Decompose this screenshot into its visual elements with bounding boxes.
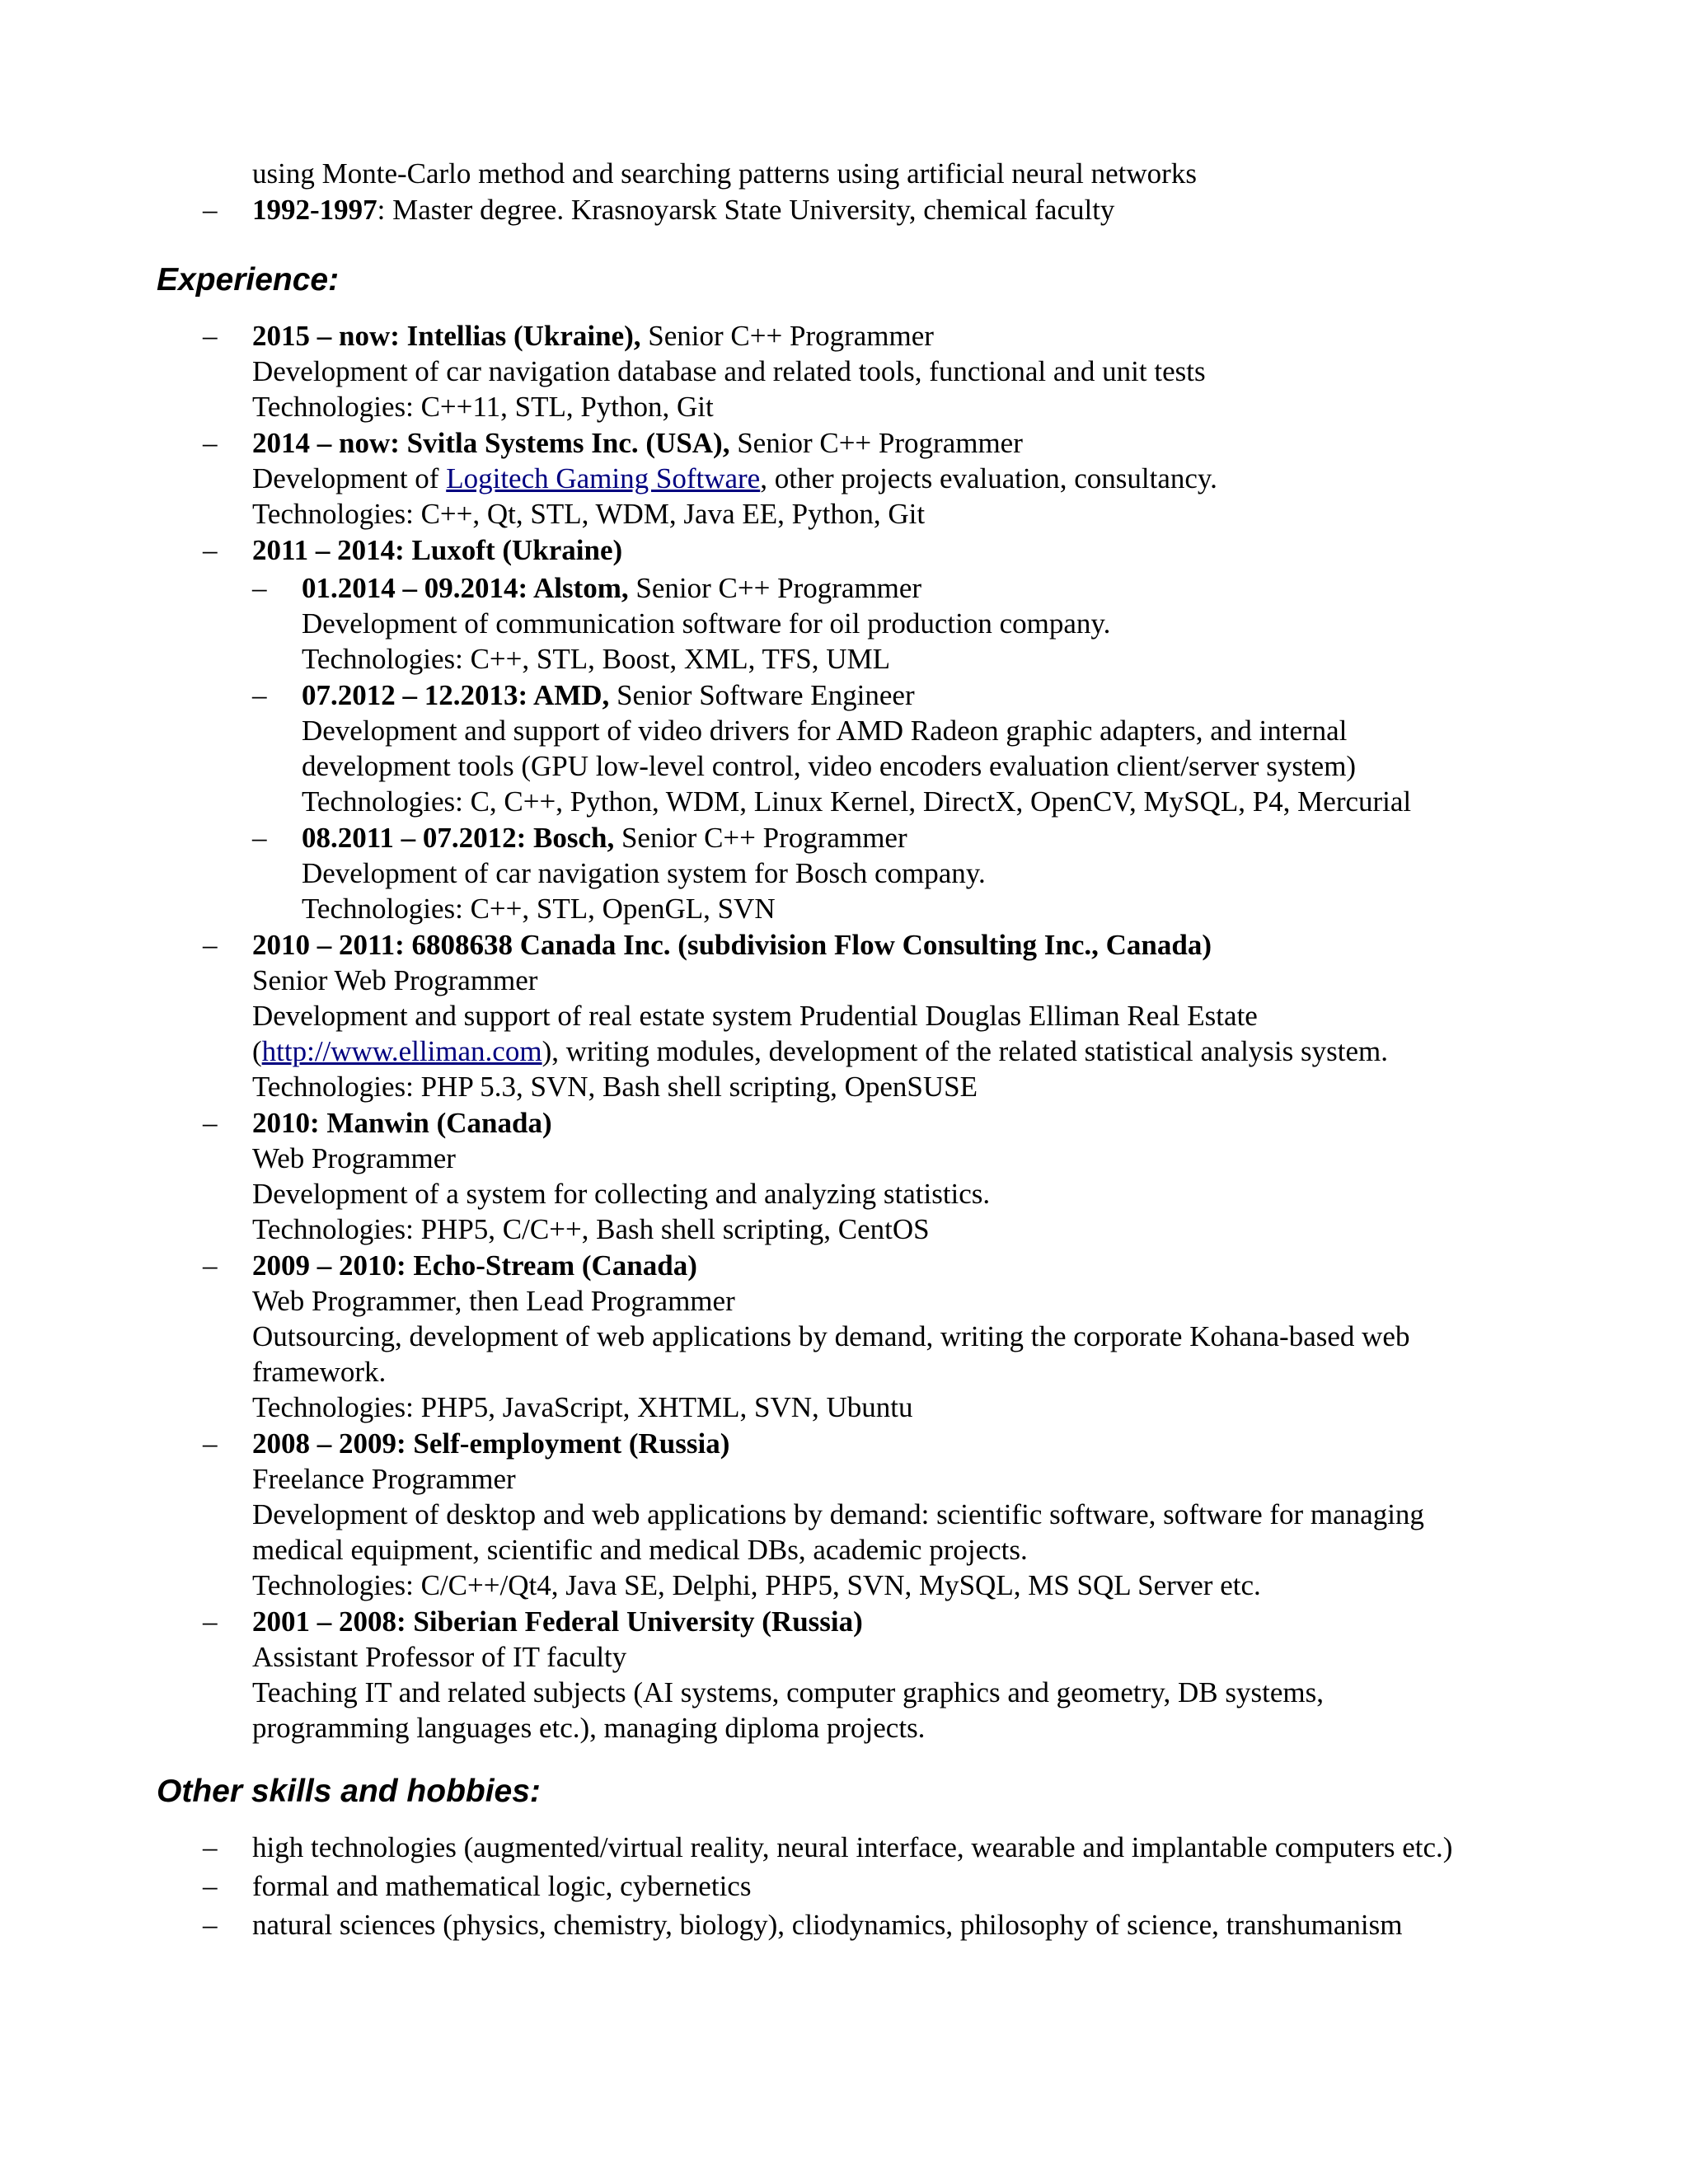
job-role-canada: Senior Web Programmer bbox=[252, 964, 538, 996]
bullet-dash: – bbox=[203, 1427, 218, 1460]
job-desc-sfu: Teaching IT and related subjects (AI systems, computer graphics and geometry, DB systems, bbox=[252, 1676, 1324, 1708]
job-desc-echostream: Outsourcing, development of web applications by demand, writing the corporate Kohana-based web bbox=[252, 1320, 1410, 1352]
education-date: 1992-1997 bbox=[252, 194, 377, 226]
job-tech-self: Technologies: C/C++/Qt4, Java SE, Delphi, PHP5, SVN, MySQL, MS SQL Server etc. bbox=[252, 1569, 1261, 1601]
job-tech-echostream: Technologies: PHP5, JavaScript, XHTML, SVN, Ubuntu bbox=[252, 1391, 913, 1423]
job-desc-manwin: Development of a system for collecting and analyzing statistics. bbox=[252, 1178, 991, 1210]
job-desc-intellias: Development of car navigation database and related tools, functional and unit tests bbox=[252, 355, 1206, 387]
skill-item: formal and mathematical logic, cybernetics bbox=[252, 1870, 752, 1902]
elliman-link[interactable]: http://www.elliman.com bbox=[261, 1035, 542, 1067]
skill-item: natural sciences (physics, chemistry, biology), cliodynamics, philosophy of science, transhumanism bbox=[252, 1909, 1403, 1941]
bullet-dash: – bbox=[203, 1831, 218, 1863]
job-desc-bosch: Development of car navigation system for Bosch company. bbox=[302, 857, 986, 889]
job-desc-amd-cont: development tools (GPU low-level control, video encoders evaluation client/server system) bbox=[302, 750, 1357, 782]
bullet-dash: – bbox=[203, 929, 218, 961]
job-desc-self-cont: medical equipment, scientific and medical DBs, academic projects. bbox=[252, 1534, 1028, 1566]
job-title-sfu: 2001 – 2008: Siberian Federal University (Russia) bbox=[252, 1605, 863, 1638]
job-title-svitla: 2014 – now: Svitla Systems Inc. (USA), Senior C++ Programmer bbox=[252, 427, 1023, 459]
job-tech-canada: Technologies: PHP 5.3, SVN, Bash shell scripting, OpenSUSE bbox=[252, 1071, 978, 1103]
job-title-luxoft: 2011 – 2014: Luxoft (Ukraine) bbox=[252, 534, 623, 566]
job-role-self: Freelance Programmer bbox=[252, 1463, 516, 1495]
job-title-bosch: 08.2011 – 07.2012: Bosch, Senior C++ Programmer bbox=[302, 822, 907, 854]
job-desc-self: Development of desktop and web applications by demand: scientific software, software for managing bbox=[252, 1498, 1424, 1530]
bullet-dash: – bbox=[203, 320, 218, 352]
job-tech-alstom: Technologies: C++, STL, Boost, XML, TFS, UML bbox=[302, 643, 891, 675]
education-text: : Master degree. Krasnoyarsk State University, chemical faculty bbox=[377, 194, 1115, 226]
job-desc-amd: Development and support of video drivers for AMD Radeon graphic adapters, and internal bbox=[302, 715, 1348, 747]
job-title-intellias: 2015 – now: Intellias (Ukraine), Senior C++ Programmer bbox=[252, 320, 934, 352]
skill-item: high technologies (augmented/virtual reality, neural interface, wearable and implantable computers etc.) bbox=[252, 1831, 1453, 1863]
job-tech-amd: Technologies: C, C++, Python, WDM, Linux Kernel, DirectX, OpenCV, MySQL, P4, Mercurial bbox=[302, 785, 1412, 818]
job-role-echostream: Web Programmer, then Lead Programmer bbox=[252, 1285, 735, 1317]
job-tech-bosch: Technologies: C++, STL, OpenGL, SVN bbox=[302, 893, 776, 925]
bullet-dash: – bbox=[252, 572, 267, 604]
job-desc-canada-cont: (http://www.elliman.com), writing modules, development of the related statistical analysis system. bbox=[252, 1035, 1388, 1067]
job-desc-canada: Development and support of real estate system Prudential Douglas Elliman Real Estate bbox=[252, 1000, 1258, 1032]
bullet-dash: – bbox=[203, 534, 218, 566]
job-tech-intellias: Technologies: C++11, STL, Python, Git bbox=[252, 391, 714, 423]
bullet-dash: – bbox=[203, 1909, 218, 1941]
job-title-self: 2008 – 2009: Self-employment (Russia) bbox=[252, 1427, 730, 1460]
job-tech-svitla: Technologies: C++, Qt, STL, WDM, Java EE, Python, Git bbox=[252, 498, 926, 530]
bullet-dash: – bbox=[252, 822, 267, 854]
job-role-manwin: Web Programmer bbox=[252, 1142, 456, 1174]
skills-heading: Other skills and hobbies: bbox=[157, 1774, 541, 1809]
education-text-line: using Monte-Carlo method and searching patterns using artificial neural networks bbox=[252, 157, 1197, 190]
job-desc-svitla: Development of Logitech Gaming Software, other projects evaluation, consultancy. bbox=[252, 462, 1217, 494]
job-title-manwin: 2010: Manwin (Canada) bbox=[252, 1107, 552, 1139]
job-desc-sfu-cont: programming languages etc.), managing diploma projects. bbox=[252, 1712, 926, 1744]
bullet-dash: – bbox=[203, 1870, 218, 1902]
bullet-dash: – bbox=[252, 679, 267, 711]
bullet-dash: – bbox=[203, 194, 218, 226]
education-item bbox=[252, 192, 1114, 227]
job-role-sfu: Assistant Professor of IT faculty bbox=[252, 1641, 627, 1673]
job-title-amd: 07.2012 – 12.2013: AMD, Senior Software Engineer bbox=[302, 679, 915, 711]
bullet-dash: – bbox=[203, 427, 218, 459]
job-desc-alstom: Development of communication software for oil production company. bbox=[302, 607, 1111, 640]
bullet-dash: – bbox=[203, 1605, 218, 1638]
job-title-echostream: 2009 – 2010: Echo-Stream (Canada) bbox=[252, 1249, 697, 1282]
job-title-canada: 2010 – 2011: 6808638 Canada Inc. (subdivision Flow Consulting Inc., Canada) bbox=[252, 929, 1212, 961]
experience-heading: Experience: bbox=[157, 262, 340, 298]
bullet-dash: – bbox=[203, 1107, 218, 1139]
job-desc-echostream-cont: framework. bbox=[252, 1356, 387, 1388]
job-title-alstom: 01.2014 – 09.2014: Alstom, Senior C++ Programmer bbox=[302, 572, 922, 604]
logitech-gaming-software-link[interactable]: Logitech Gaming Software bbox=[446, 462, 761, 494]
bullet-dash: – bbox=[203, 1249, 218, 1282]
job-tech-manwin: Technologies: PHP5, C/C++, Bash shell scripting, CentOS bbox=[252, 1213, 930, 1245]
